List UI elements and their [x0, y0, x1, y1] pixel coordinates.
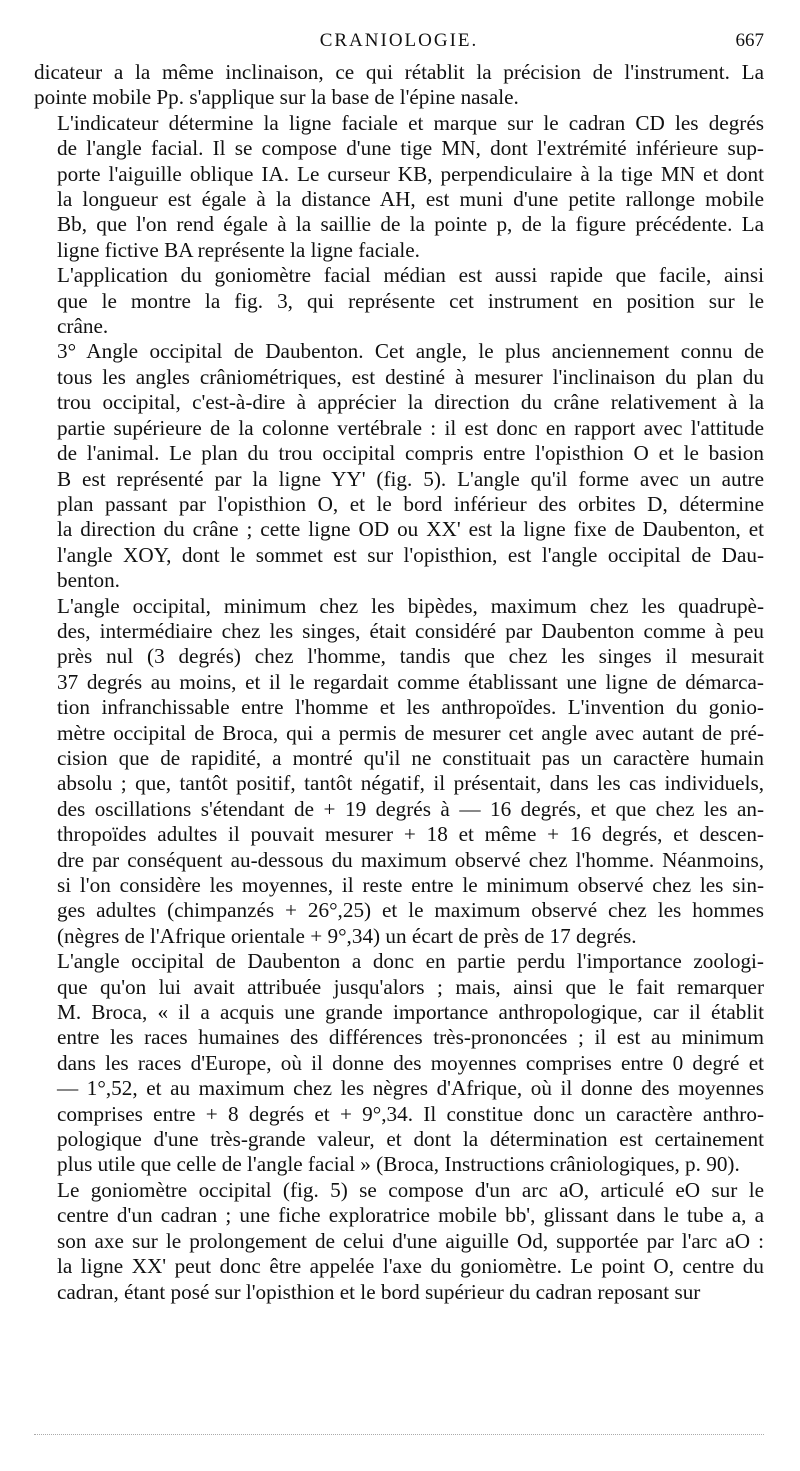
page-header — [34, 30, 764, 56]
text-line: 3° Angle occipital de Daubenton. Cet angle, le plus anciennement connu de — [57, 339, 764, 364]
paragraph — [34, 111, 764, 263]
text-line: 37 degrés au moins, et il le regardait comme établissant une ligne de démarca- — [57, 669, 764, 694]
text-line: mètre occipital de Broca, qui a permis de mesurer cet angle avec autant de pré- — [57, 720, 764, 745]
text-line: cadran, étant posé sur l'opisthion et le bord supérieur du cadran reposant sur — [57, 1279, 701, 1304]
text-line: la direction du crâne ; cette ligne OD ou XX' est la ligne fixe de Daubenton, et — [57, 517, 764, 542]
text-line: L'indicateur détermine la ligne faciale et marque sur le cadran CD les degrés — [57, 110, 764, 135]
text-line: dre par conséquent au-dessous du maximum observé chez l'homme. Néanmoins, — [57, 847, 764, 872]
text-line: ges adultes (chimpanzés + 26°,25) et le maximum observé chez les hommes — [57, 898, 764, 923]
text-line: — 1°,52, et au maximum chez les nègres d'Afrique, où il donne des moyennes — [57, 1076, 764, 1101]
text-line: comprises entre + 8 degrés et + 9°,34. Il constitue donc un caractère anthro- — [57, 1101, 764, 1126]
text-line: M. Broca, « il a acquis une grande importance anthropologique, car il établit — [57, 1000, 764, 1025]
text-line: ligne fictive BA représente la ligne faciale. — [57, 237, 420, 262]
text-line: pointe mobile Pp. s'applique sur la base de l'épine nasale. — [34, 85, 519, 110]
page-number: 667 — [735, 30, 764, 51]
text-line: partie supérieure de la colonne vertébrale : il est donc en rapport avec l'attitude — [57, 415, 764, 440]
text-line: son axe sur le prolongement de celui d'une aiguille Od, supportée par l'arc aO : — [57, 1228, 764, 1253]
text-line: pologique d'une très-grande valeur, et dont la détermination est certainement — [57, 1127, 764, 1152]
footer-divider — [34, 1434, 764, 1435]
running-title: CRANIOLOGIE. — [319, 30, 479, 51]
text-line: Bb, que l'on rend égale à la saillie de la pointe p, de la figure précédente. La — [57, 212, 764, 237]
text-line: B est représenté par la ligne YY' (fig. 5). L'angle qu'il forme avec un autre — [57, 466, 764, 491]
text-line: des oscillations s'étendant de + 19 degrés à — 16 degrés, et que chez les an- — [57, 796, 764, 821]
text-line: que le montre la fig. 3, qui représente cet instrument en position sur le — [57, 288, 764, 313]
text-line: tous les angles crâniométriques, est destiné à mesurer l'inclinaison du plan du — [57, 364, 764, 389]
paragraph — [34, 263, 764, 339]
text-line: centre d'un cadran ; une fiche exploratrice mobile bb', glissant dans le tube a, a — [57, 1203, 764, 1228]
text-line: la ligne XX' peut donc être appelée l'axe du goniomètre. Le point O, centre du — [57, 1254, 764, 1279]
text-line: dans les races d'Europe, où il donne des moyennes comprises entre 0 degré et — [57, 1050, 764, 1075]
text-line: Le goniomètre occipital (fig. 5) se compose d'un arc aO, articulé eO sur le — [57, 1177, 764, 1202]
text-line: absolu ; que, tantôt positif, tantôt négatif, il présentait, dans les cas individuels, — [57, 771, 764, 796]
text-line: crâne. — [57, 314, 109, 339]
text-line: l'angle XOY, dont le sommet est sur l'opisthion, est l'angle occipital de Dau- — [57, 542, 764, 567]
paragraph — [34, 949, 764, 1178]
text-line: si l'on considère les moyennes, il reste entre le minimum observé chez les sin- — [57, 873, 764, 897]
text-line: des, intermédiaire chez les singes, était considéré par Daubenton comme à peu — [57, 618, 764, 643]
text-line: de l'angle facial. Il se compose d'une tige MN, dont l'extrémité inférieure sup- — [57, 136, 764, 161]
text-line: de l'animal. Le plan du trou occipital compris entre l'opisthion O et le basion — [57, 441, 764, 466]
paragraph — [34, 1178, 764, 1305]
text-line: entre les races humaines des différences très-prononcées ; il est au minimum — [57, 1025, 764, 1050]
text-line: tion infranchissable entre l'homme et les anthropoïdes. L'invention du gonio- — [57, 695, 764, 720]
body-text — [34, 60, 764, 1305]
text-line: L'angle occipital de Daubenton a donc en partie perdu l'importance zoologi- — [57, 949, 764, 974]
text-line: que qu'on lui avait attribuée jusqu'alors ; mais, ainsi que le fait remarquer — [57, 974, 764, 999]
text-line: près nul (3 degrés) chez l'homme, tandis que chez les singes il mesurait — [57, 644, 764, 669]
text-line: dicateur a la même inclinaison, ce qui rétablit la précision de l'instrument. La — [34, 60, 764, 84]
text-line: porte l'aiguille oblique IA. Le curseur KB, perpendiculaire à la tige MN et dont — [57, 161, 764, 186]
paragraph — [34, 339, 764, 593]
paragraph — [34, 60, 764, 111]
text-line: plus utile que celle de l'angle facial » (Broca, Instructions crâniologiques, p. 90). — [57, 1152, 740, 1177]
text-line: trou occipital, c'est-à-dire à apprécier la direction du crâne relativement à la — [57, 390, 764, 415]
text-line: L'angle occipital, minimum chez les bipèdes, maximum chez les quadrupè- — [57, 593, 764, 618]
text-line: cision que de rapidité, a montré qu'il ne constituait pas un caractère humain — [57, 745, 764, 770]
text-line: la longueur est égale à la distance AH, est muni d'une petite rallonge mobile — [57, 187, 764, 212]
text-line: plan passant par l'opisthion O, et le bord inférieur des orbites D, détermine — [57, 491, 764, 516]
text-line: benton. — [57, 568, 120, 593]
text-line: (nègres de l'Afrique orientale + 9°,34) un écart de près de 17 degrés. — [57, 923, 637, 948]
paragraph — [34, 594, 764, 950]
text-line: L'application du goniomètre facial médian est aussi rapide que facile, ainsi — [57, 263, 764, 288]
text-line: thropoïdes adultes il pouvait mesurer + 18 et même + 16 degrés, et descen- — [57, 822, 764, 847]
